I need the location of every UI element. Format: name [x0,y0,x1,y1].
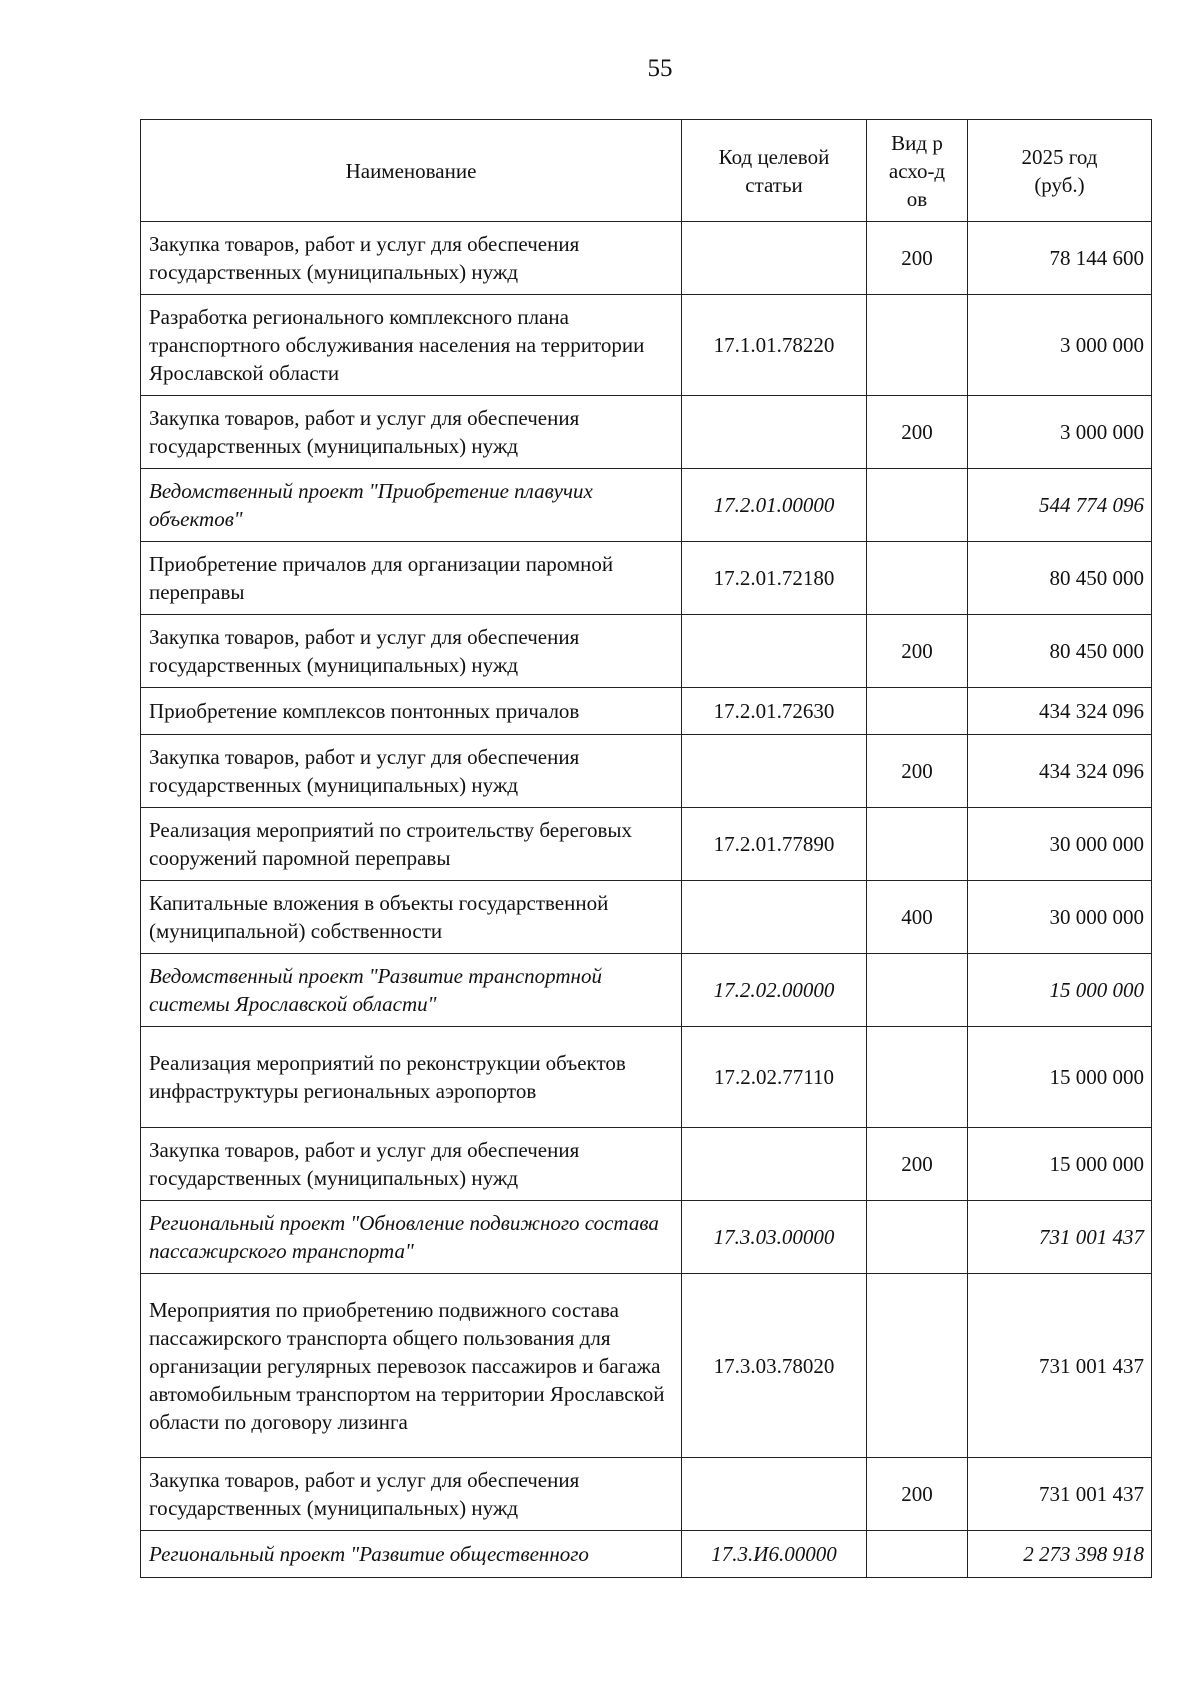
table-row [141,735,1152,808]
row-code: 17.2.02.00000 [682,954,867,1027]
header-amount-text: 2025 год (руб.) [1021,144,1098,197]
row-amount: 544 774 096 [968,469,1152,542]
row-type: 200 [867,735,968,808]
row-type: 200 [867,615,968,688]
row-code: 17.2.01.72630 [682,688,867,735]
row-amount: 3 000 000 [968,295,1152,396]
row-type: 200 [867,1128,968,1201]
row-amount: 434 324 096 [968,735,1152,808]
row-type: 200 [867,396,968,469]
row-type: 400 [867,881,968,954]
row-amount: 30 000 000 [968,808,1152,881]
row-name: Закупка товаров, работ и услуг для обеспечения государственных (муниципальных) нужд [141,615,682,688]
row-name: Приобретение комплексов понтонных причалов [141,688,682,735]
table-row [141,222,1152,295]
row-amount: 15 000 000 [968,954,1152,1027]
row-name: Реализация мероприятий по строительству береговых сооружений паромной переправы [141,808,682,881]
row-code [682,1128,867,1201]
row-amount: 731 001 437 [968,1274,1152,1458]
page-number: 55 [647,55,673,82]
header-code [682,120,867,222]
table-row [141,469,1152,542]
row-name: Капитальные вложения в объекты государственной (муниципальной) собственности [141,881,682,954]
row-name: Ведомственный проект "Развитие транспортной системы Ярославской области" [141,954,682,1027]
row-type [867,1027,968,1128]
table-header-row [141,120,1152,222]
row-type [867,954,968,1027]
row-name: Закупка товаров, работ и услуг для обеспечения государственных (муниципальных) нужд [141,1128,682,1201]
row-amount: 731 001 437 [968,1458,1152,1531]
row-name: Региональный проект "Развитие общественного [141,1531,682,1578]
row-code: 17.1.01.78220 [682,295,867,396]
table-row [141,808,1152,881]
row-name: Региональный проект "Обновление подвижного состава пассажирского транспорта" [141,1201,682,1274]
header-amount [968,120,1152,222]
row-type: 200 [867,222,968,295]
row-name: Закупка товаров, работ и услуг для обеспечения государственных (муниципальных) нужд [141,396,682,469]
row-type [867,808,968,881]
row-code [682,1458,867,1531]
table-row [141,1201,1152,1274]
row-amount: 80 450 000 [968,542,1152,615]
row-amount: 80 450 000 [968,615,1152,688]
row-name: Мероприятия по приобретению подвижного состава пассажирского транспорта общего пользования для организации регулярных перевозок пассажиров и багажа автомобильным транспортом на территории Ярославской области по договору лизинга [141,1274,682,1458]
table-row [141,1531,1152,1578]
row-name: Разработка регионального комплексного плана транспортного обслуживания населения на территории Ярославской области [141,295,682,396]
row-type [867,469,968,542]
row-code [682,222,867,295]
table-row [141,615,1152,688]
header-type-text: Вид расхо-дов [888,130,946,211]
table-row [141,396,1152,469]
row-type [867,1274,968,1458]
table-row [141,542,1152,615]
table-row [141,1458,1152,1531]
row-type [867,1201,968,1274]
header-type [867,120,968,222]
row-amount: 3 000 000 [968,396,1152,469]
row-code: 17.2.01.77890 [682,808,867,881]
row-code [682,881,867,954]
row-name: Ведомственный проект "Приобретение плавучих объектов" [141,469,682,542]
row-amount: 2 273 398 918 [968,1531,1152,1578]
row-name: Закупка товаров, работ и услуг для обеспечения государственных (муниципальных) нужд [141,1458,682,1531]
header-name: Наименование [141,120,682,222]
row-type [867,295,968,396]
row-type: 200 [867,1458,968,1531]
row-amount: 15 000 000 [968,1128,1152,1201]
row-code: 17.2.01.72180 [682,542,867,615]
table-row [141,881,1152,954]
row-name: Реализация мероприятий по реконструкции объектов инфраструктуры региональных аэропортов [141,1027,682,1128]
row-code: 17.2.02.77110 [682,1027,867,1128]
row-type [867,1531,968,1578]
table-row [141,1274,1152,1458]
table-row [141,688,1152,735]
row-code: 17.3.03.78020 [682,1274,867,1458]
row-code [682,615,867,688]
row-type [867,688,968,735]
budget-table [140,119,1152,1578]
table-row [141,295,1152,396]
row-amount: 78 144 600 [968,222,1152,295]
row-amount: 30 000 000 [968,881,1152,954]
table-row [141,954,1152,1027]
row-code [682,735,867,808]
row-code: 17.3.03.00000 [682,1201,867,1274]
row-amount: 15 000 000 [968,1027,1152,1128]
row-name: Закупка товаров, работ и услуг для обеспечения государственных (муниципальных) нужд [141,735,682,808]
row-code: 17.3.И6.00000 [682,1531,867,1578]
table-row [141,1027,1152,1128]
header-code-text: Код целевой статьи [718,144,830,197]
row-amount: 731 001 437 [968,1201,1152,1274]
row-type [867,542,968,615]
row-code: 17.2.01.00000 [682,469,867,542]
row-name: Закупка товаров, работ и услуг для обеспечения государственных (муниципальных) нужд [141,222,682,295]
table-row [141,1128,1152,1201]
row-code [682,396,867,469]
row-name: Приобретение причалов для организации паромной переправы [141,542,682,615]
row-amount: 434 324 096 [968,688,1152,735]
